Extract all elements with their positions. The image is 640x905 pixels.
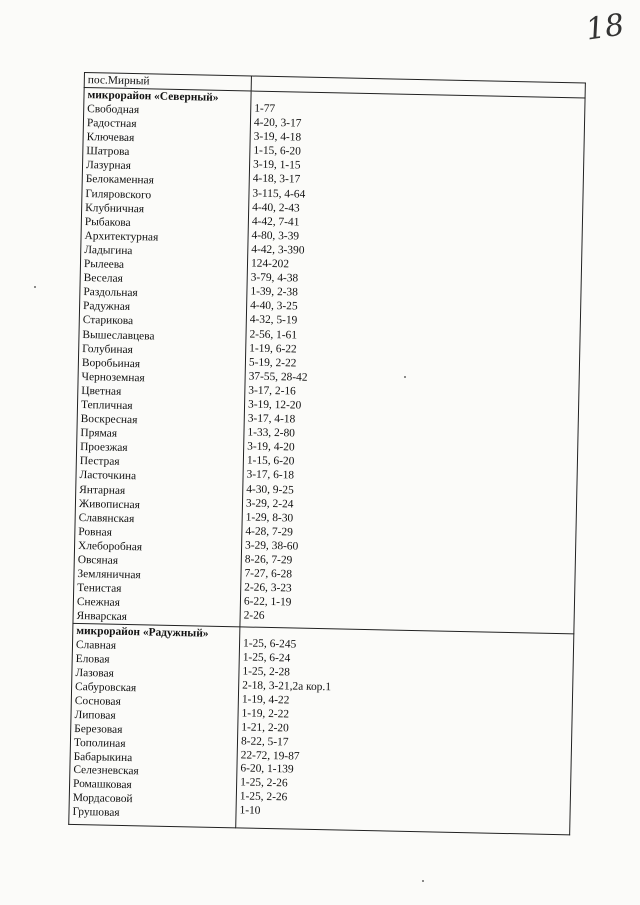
- street-name: Овсяная: [77, 553, 119, 567]
- street-name: Радостная: [86, 117, 137, 131]
- street-name: Рылеева: [83, 258, 125, 271]
- street-name: Воробьиная: [81, 356, 141, 370]
- street-name: Цветная: [81, 384, 122, 398]
- house-numbers: 3-19, 12-20: [247, 398, 302, 412]
- street-name: Голубиная: [82, 342, 133, 356]
- house-numbers: 4-20, 3-17: [253, 116, 302, 130]
- house-numbers: 1-77: [254, 102, 276, 116]
- street-name: Земляничная: [77, 568, 141, 582]
- street-name: Янтарная: [79, 483, 126, 497]
- house-numbers: 3-19, 4-20: [247, 440, 295, 454]
- street-name: Раздольная: [83, 286, 138, 300]
- house-numbers: 37-55, 28-42: [248, 370, 308, 384]
- section-title: микрорайон «Северный»: [87, 89, 219, 104]
- street-name: Сосновая: [74, 694, 121, 708]
- street-name: Лазовая: [75, 667, 114, 681]
- house-numbers: 1-29, 8-30: [245, 511, 294, 525]
- house-numbers: 2-26: [243, 609, 265, 623]
- street-name: Ладыгина: [84, 243, 133, 257]
- house-numbers: 1-21, 2-20: [241, 721, 289, 735]
- house-numbers: 1-25, 2-28: [242, 665, 291, 679]
- house-numbers: 1-19, 6-22: [249, 342, 297, 356]
- street-name: Липовая: [74, 708, 116, 722]
- house-numbers: 3-115, 4-64: [252, 187, 306, 201]
- street-name: Ровная: [78, 525, 113, 539]
- house-numbers: 3-17, 6-18: [246, 468, 295, 482]
- house-numbers: 4-18, 3-17: [252, 173, 301, 187]
- street-list: [72, 638, 236, 822]
- numbers-list: [239, 637, 570, 824]
- street-name: Свободная: [87, 103, 140, 117]
- house-numbers: 6-20, 1-139: [240, 762, 294, 777]
- street-name: Тепличная: [80, 398, 133, 413]
- house-numbers: 4-80, 3-39: [251, 229, 300, 243]
- street-name: Рыбакова: [84, 215, 131, 229]
- street-name: Бабарыкина: [73, 750, 133, 764]
- house-numbers: 1-25, 6-245: [242, 637, 297, 652]
- street-name: Лазурная: [85, 159, 131, 173]
- street-name: Славная: [75, 639, 117, 653]
- house-numbers: 4-40, 2-43: [252, 201, 300, 215]
- section-raduzhny: [69, 624, 574, 835]
- street-name: Архитектурная: [84, 229, 159, 244]
- house-numbers: 1-39, 2-38: [250, 285, 299, 299]
- street-name: Ключевая: [86, 131, 135, 145]
- house-numbers: 3-29, 2-24: [245, 497, 294, 511]
- street-name: Хлеборобная: [77, 539, 143, 554]
- house-numbers: 4-32, 5-19: [249, 313, 298, 327]
- house-numbers: 3-17, 4-18: [247, 412, 296, 426]
- street-name: Пестрая: [79, 455, 120, 469]
- street-name: Радужная: [82, 300, 131, 314]
- street-name: Тенистая: [77, 582, 122, 596]
- house-numbers: 8-26, 7-29: [244, 553, 293, 567]
- house-numbers: 4-40, 3-25: [250, 299, 298, 313]
- house-numbers: 22-72, 19-87: [240, 749, 300, 763]
- street-name: Прямая: [80, 427, 118, 440]
- street-name: Грушовая: [72, 806, 120, 820]
- house-numbers: 1-25, 6-24: [242, 651, 291, 665]
- house-numbers: 1-15, 6-20: [253, 144, 301, 158]
- house-numbers: 3-79, 4-38: [250, 271, 299, 285]
- street-name: Ромашковая: [72, 778, 132, 792]
- house-numbers: 4-42, 7-41: [251, 215, 300, 229]
- street-name: Мордасовой: [72, 792, 133, 806]
- street-list: [76, 102, 247, 627]
- house-numbers: 2-18, 3-21,2а кор.1: [242, 679, 332, 694]
- street-name: Березовая: [74, 722, 123, 736]
- street-name: Живописная: [78, 497, 141, 511]
- street-name: Гиляровского: [85, 187, 152, 201]
- street-name: Селезневская: [73, 764, 139, 778]
- house-numbers: 4-42, 3-390: [251, 243, 305, 257]
- house-numbers: 1-25, 2-26: [240, 776, 288, 790]
- street-name: Сабуровская: [74, 681, 137, 695]
- street-name: Старикова: [82, 314, 134, 328]
- street-name: Черноземная: [81, 370, 145, 385]
- house-numbers: 2-56, 1-61: [249, 328, 298, 342]
- house-numbers: 2-26, 3-23: [244, 581, 292, 595]
- house-numbers: 4-30, 9-25: [246, 483, 294, 497]
- house-numbers: 3-29, 38-60: [244, 539, 299, 553]
- settlement-name: пос.Мирный: [84, 73, 251, 91]
- street-column: [73, 88, 251, 628]
- house-numbers: 1-25, 2-26: [239, 790, 288, 804]
- house-numbers: 1-19, 2-22: [241, 707, 290, 721]
- house-numbers: 1-19, 4-22: [241, 693, 290, 707]
- house-numbers: 1-10: [239, 804, 261, 818]
- street-name: Еловая: [75, 653, 110, 667]
- house-numbers: 3-19, 4-18: [253, 130, 302, 144]
- house-numbers: 3-17, 2-16: [248, 384, 296, 398]
- street-name: Веселая: [83, 272, 123, 285]
- street-name: Воскресная: [80, 413, 138, 427]
- house-numbers: 5-19, 2-22: [248, 356, 297, 370]
- street-name: Славянская: [78, 511, 135, 525]
- street-column: [69, 624, 240, 828]
- house-numbers: 8-22, 5-17: [240, 735, 289, 749]
- street-name: Январская: [76, 610, 128, 624]
- house-numbers: 7-27, 6-28: [244, 567, 293, 581]
- numbers-list: [243, 102, 581, 630]
- page-number: 18: [583, 7, 627, 48]
- street-name: Вышеславцева: [82, 328, 155, 343]
- speck: [34, 286, 36, 288]
- street-name: Клубничная: [85, 201, 145, 215]
- street-table: [68, 72, 586, 835]
- house-numbers: 1-33, 2-80: [247, 426, 296, 440]
- section-title: микрорайон «Радужный»: [76, 625, 209, 641]
- house-numbers: 6-22, 1-19: [243, 595, 292, 609]
- numbers-column: [236, 627, 574, 835]
- street-name: Шатрова: [86, 145, 130, 159]
- house-numbers: 124-202: [250, 257, 290, 271]
- numbers-column: [240, 91, 585, 634]
- street-name: Ласточкина: [79, 469, 137, 483]
- house-numbers: 1-15, 6-20: [246, 454, 295, 468]
- section-severny: [73, 88, 585, 635]
- house-numbers: 3-19, 1-15: [252, 158, 301, 172]
- house-numbers: 4-28, 7-29: [245, 525, 294, 539]
- speck: [404, 376, 406, 378]
- street-name: Тополиная: [73, 736, 126, 750]
- street-name: Проезжая: [80, 441, 128, 455]
- street-name: Снежная: [76, 596, 121, 610]
- speck: [422, 880, 424, 882]
- street-name: Белокаменная: [85, 173, 155, 187]
